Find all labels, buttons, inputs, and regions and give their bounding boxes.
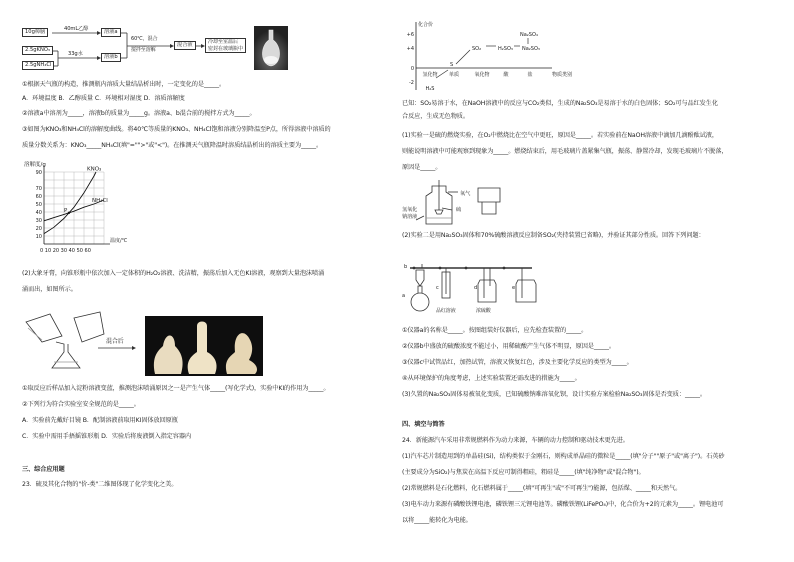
exp3-line: (3)久置的Na₂SO₃固体易被氧化变质，已知硫酸钠难溶氧化钡，设计实验方案检验Na₂SO₃固体是否变质：_____。 bbox=[402, 391, 707, 398]
flow-box-seal bbox=[205, 38, 246, 53]
q1-line-2: ②溶液a中溶剂为_____，溶液b的质量为_____g。溶液a、b混合前的搅拌方式为_____。 bbox=[22, 110, 256, 117]
exp1-line-3: 原因是_____。 bbox=[402, 164, 442, 171]
vc-xlabel: 物质类别 bbox=[552, 72, 573, 78]
chart-ytick-label: 90 bbox=[35, 170, 42, 176]
foam-photo bbox=[145, 316, 263, 376]
known-line-2: 合反应，生成无色物质。 bbox=[402, 113, 469, 120]
app2-label-pinkred: 品红溶液 bbox=[436, 308, 456, 314]
q2-sub-2: ②下列行为符合实验室安全规范的是_____。 bbox=[22, 401, 140, 408]
q1-line-1: ①根据天气瓶的构造，推测瓶内溶质大量结晶析出时，一定变化的是_____。 bbox=[22, 81, 226, 88]
exp1-line-1: (1)实验一是硫的燃烧实验，在O₂中燃烧比在空气中更旺，原因是_____。若实验前在NaOH溶液中滴加几滴酚酞试液， bbox=[402, 132, 718, 139]
vc-transform-arrow bbox=[456, 50, 470, 64]
flow-box-kno3: 2.5gKNO₃ bbox=[22, 46, 53, 55]
vc-ytick-plus6: +6 bbox=[406, 32, 414, 38]
vc-species-h2s: H₂S bbox=[425, 86, 435, 92]
flow-box-solution-b: 溶液b bbox=[101, 53, 121, 62]
vc-category-label: 单质 bbox=[448, 72, 460, 78]
flow-mix-condition-2: 搅拌至溶解 bbox=[131, 47, 156, 53]
vc-species-so2: SO₂ bbox=[472, 46, 482, 52]
chart-intersection-point bbox=[68, 212, 70, 214]
question-23: 23．硫及其化合物的"价-类"二维图体现了化学变化之美。 bbox=[22, 481, 178, 488]
flow-seal-line-1: 冷却至室温后 bbox=[208, 39, 239, 45]
vc-species-s: S bbox=[450, 62, 454, 68]
vc-species-h2so3: H₂SO₃ bbox=[498, 46, 513, 52]
exp2-sub-2: ②仪器b中盛放的硫酸浓度不能过小，用稀硫酸产生气体不明显，原因是_____。 bbox=[402, 343, 615, 350]
vc-category-label: 氢化物 bbox=[422, 72, 438, 78]
question-24: 24．新能源汽车采用非常规燃料作为动力来源，车辆的动力控制和驱动技术更先进。 bbox=[402, 437, 629, 444]
q1-options: A．环境温度 B．乙醇质量 C．环境相对湿度 D．溶质溶解度 bbox=[22, 95, 185, 102]
exp2-sub-4: ④从环境保护的角度考虑，上述实验装置还需改进的措施为_____。 bbox=[402, 375, 581, 382]
app2-label-a: a bbox=[402, 293, 405, 299]
chart-ytick-label: 60 bbox=[35, 194, 42, 200]
solubility-chart bbox=[22, 158, 132, 258]
flow-box-mixture: 混合液 bbox=[174, 41, 196, 50]
q24-3-line-1: (3)电车动力来源有磷酸铁锂电池，磷铁锂三元锂电池等。磷酸铁锂(LiFePO₄)中，化合价为+2的元素为_____。锂电池可 bbox=[402, 501, 724, 508]
flow-add-ethanol: 40mL乙醇 bbox=[64, 26, 89, 32]
chart-series-label-nh4cl: NH₄Cl bbox=[92, 198, 108, 204]
vc-category-label: 酸 bbox=[503, 72, 509, 78]
app1-label-sulfur: 硫 bbox=[456, 207, 462, 213]
q24-1-line-1: (1)汽车芯片制造用到的单晶硅(Si)，结构类似于金刚石，则构成单晶硅的微粒是_____(填"分子""原子"或"离子")。石英砂 bbox=[402, 453, 725, 460]
app2-label-d: d bbox=[474, 285, 478, 291]
q2-option-cd: C．实验中需用手捂摇锥形瓶 D．实验后将废液倒入指定容器内 bbox=[22, 433, 192, 440]
q2-line-2: 涌而出，如图所示。 bbox=[22, 286, 77, 293]
known-line-1: 已知：SO₂易溶于水，在NaOH溶液中的反应与CO₂类似，生成的Na₂SO₃是易溶于水的白色固体；SO₂可与品红发生化 bbox=[402, 100, 718, 107]
vc-category-label: 盐 bbox=[527, 72, 533, 78]
flow-box-camphor: 10g樟脑 bbox=[22, 28, 48, 37]
storm-glass-photo bbox=[254, 26, 288, 70]
q24-3-line-2: 以将_____能转化为电能。 bbox=[402, 517, 472, 524]
exp1-line-2: 则能说明溶液中可能观察到现象为_____。燃烧结束后，用毛玻璃片盖紧集气瓶，振荡、静置冷却，发现毛玻璃片不脱落， bbox=[402, 148, 728, 155]
valence-class-diagram bbox=[402, 20, 602, 92]
q24-1-line-2: (主要成分为SiO₂)与焦炭在高温下反应可制得粗硅，粗硅是_____(填"纯净物"或"混合物")。 bbox=[402, 469, 645, 476]
flow-box-nh4cl: 2.5gNH₄Cl bbox=[22, 61, 54, 70]
exp2-sub-3: ③仪器c中试管品红，加热试管，溶液又恢复红色，涉及主要化学反应的类型为_____。 bbox=[402, 359, 633, 366]
chart-ytick-label: 70 bbox=[35, 186, 42, 192]
vc-ylabel: 化合价 bbox=[418, 22, 434, 28]
chart-ytick-label: 40 bbox=[35, 210, 42, 216]
app1-label-naoh-1: 氢氧化 bbox=[402, 207, 418, 213]
flow-seal-line-2: 密封在玻璃瓶中 bbox=[208, 45, 244, 52]
mix-after-label: 混合后 bbox=[106, 338, 124, 345]
app2-label-conc-h2so4: 浓硫酸 bbox=[476, 308, 491, 314]
chart-ytick-label: 10 bbox=[35, 234, 42, 240]
chart-xtick-labels: 0 10 20 30 40 50 60 bbox=[40, 248, 91, 254]
section-4-title: 四、填空与简答 bbox=[402, 421, 445, 428]
section-3-title: 三、综合应用题 bbox=[22, 466, 65, 473]
q24-2-line: (2)常规燃料是石化燃料，化石燃料属于_____(填"可再生"或"不可再生")能源，包括煤、_____和天然气。 bbox=[402, 485, 682, 492]
exp2-sub-1: ①仪器a的名称是_____。按图组装好仪器后，应先检查装置的_____。 bbox=[402, 327, 588, 334]
flow-box-solution-a: 溶液a bbox=[101, 28, 121, 37]
vc-ytick-zero: 0 bbox=[410, 66, 414, 72]
q1-line-3: ③如图为KNO₃和NH₄Cl的溶解度曲线。将40℃等质量的KNO₃、NH₄Cl饱和溶液分别降温至P点，所得溶液中溶质的 bbox=[22, 126, 331, 133]
flow-add-water: 33g水 bbox=[68, 51, 83, 57]
chart-point-label: P bbox=[64, 207, 68, 214]
chart-ytick-label: 20 bbox=[35, 226, 42, 232]
chart-ytick-label: 50 bbox=[35, 202, 42, 208]
vc-species-na2so3: Na₂SO₃ bbox=[522, 46, 540, 52]
chart-xlabel: 温度/℃ bbox=[110, 238, 128, 244]
q2-line-1: (2)大象牙膏，向锥形瓶中依次加入一定体积的H₂O₂溶液、洗洁精，振荡后加入无色KI溶液，观察到大量泡沫喷涌 bbox=[22, 270, 325, 277]
app2-label-e: e bbox=[512, 285, 515, 291]
vc-ytick-plus4: +4 bbox=[406, 46, 414, 52]
app2-label-b: b bbox=[404, 264, 408, 270]
q2-sub-1: ①取反应后样品加入淀粉溶液变蓝，推测泡沫喷涌原因之一是产生气体_____(写化学式)，实验中KI的作用为_____。 bbox=[22, 385, 330, 392]
vc-species-na2so4: Na₂SO₄ bbox=[520, 32, 538, 38]
chart-ylabel: 溶解度/g bbox=[24, 162, 46, 168]
chart-ytick-label: 30 bbox=[35, 218, 42, 224]
app2-label-c: c bbox=[436, 285, 439, 291]
flow-mix-condition-1: 60℃，混合 bbox=[131, 36, 158, 42]
app1-label-naoh-2: 钠溶液 bbox=[402, 214, 418, 220]
chart-series-line-kno3 bbox=[44, 172, 96, 234]
app1-label-oxygen: 氧气 bbox=[460, 191, 471, 197]
vc-category-label: 氧化物 bbox=[474, 72, 490, 78]
chart-series-label-kno3: KNO₃ bbox=[87, 166, 102, 173]
exp2-intro: (2)实验二是用Na₂SO₃固体和70%硫酸溶液反应制备SO₂(夹持装置已省略)，并验证其部分性质。回答下列问题： bbox=[402, 232, 705, 239]
vc-ytick-minus2: -2 bbox=[409, 80, 414, 86]
q2-option-ab: A．实验前先戴好目镜 B．配制溶液前取用KI固体放回原瓶 bbox=[22, 417, 178, 424]
vc-transform-arrow bbox=[436, 70, 448, 78]
q1-line-4: 质量分数关系为：KNO₃_____NH₄Cl(填"="">"或"<")。在推测天气瓶降温时溶质结晶析出的溶质主要为_____。 bbox=[22, 142, 323, 149]
